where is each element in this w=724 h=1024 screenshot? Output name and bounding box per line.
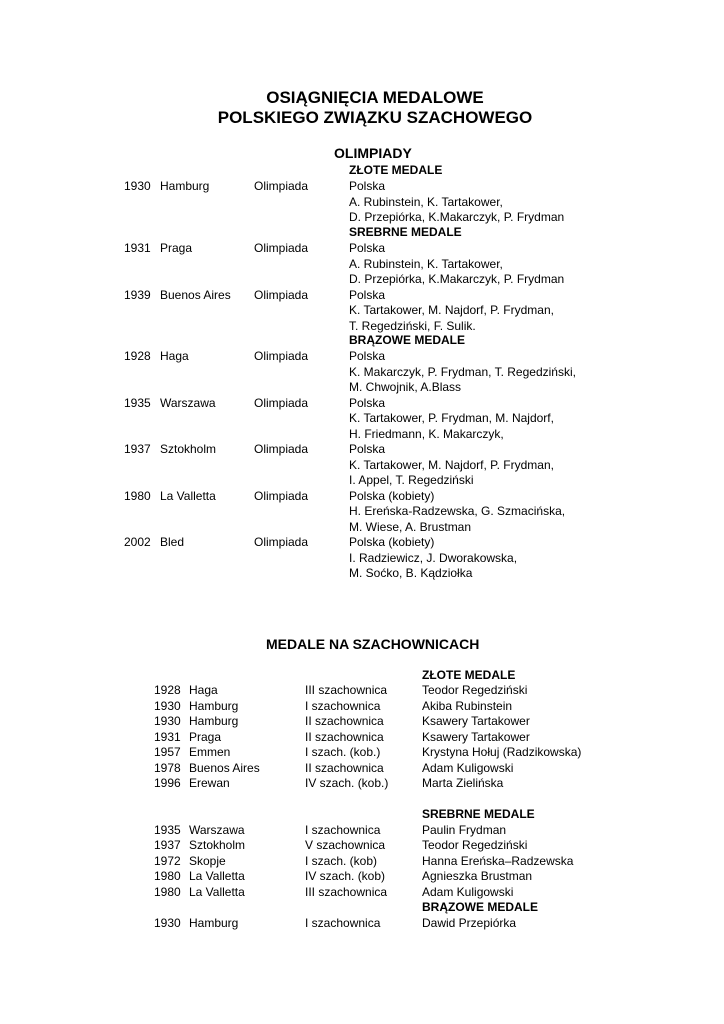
- olympiad-team: Polska: [349, 287, 386, 302]
- olympiad-city: Warszawa: [160, 395, 216, 410]
- board-player: Dawid Przepiórka: [422, 915, 517, 930]
- board-year: 1996: [154, 776, 181, 790]
- olympiad-players-line1: A. Rubinstein, K. Tartakower,: [349, 256, 503, 271]
- olympiad-players-line2: M. Chwojnik, A.Blass: [349, 380, 462, 394]
- olympiad-players-line1: K. Tartakower, M. Najdorf, P. Frydman,: [349, 457, 554, 472]
- olympiad-players-line1: K. Makarczyk, P. Frydman, T. Regedziński,: [349, 364, 576, 379]
- olympiad-team: Polska (kobiety): [349, 488, 435, 503]
- board-city: Haga: [189, 683, 218, 697]
- board-city: Skopje: [189, 853, 226, 868]
- olympiad-year: 1928: [124, 349, 151, 363]
- olympiad-type: Olimpiada: [254, 179, 309, 193]
- boards-gold-label: ZŁOTE MEDALE: [422, 668, 516, 682]
- olympiad-type: Olimpiada: [254, 241, 309, 255]
- board-number: I szach. (kob): [305, 853, 378, 868]
- board-year: 1972: [154, 853, 181, 868]
- board-year: 1980: [154, 884, 181, 899]
- board-city: Sztokholm: [189, 838, 246, 852]
- olympiad-city: La Valletta: [160, 488, 216, 503]
- olympiad-year: 1937: [124, 442, 151, 456]
- boards-bronze-label: BRĄZOWE MEDALE: [422, 900, 538, 914]
- board-player: Teodor Regedziński: [422, 838, 528, 852]
- board-number: I szachownica: [305, 822, 381, 837]
- olympiad-year: 1930: [124, 179, 151, 193]
- page-title-line1: OSIĄGNIĘCIA MEDALOWE: [266, 88, 484, 107]
- olympiad-players-line2: D. Przepiórka, K.Makarczyk, P. Frydman: [349, 272, 565, 286]
- olympiads-gold-label: ZŁOTE MEDALE: [349, 163, 443, 177]
- board-city: La Valletta: [189, 869, 245, 883]
- olympiad-city: Haga: [160, 349, 189, 363]
- board-player: Adam Kuligowski: [422, 884, 514, 899]
- board-number: II szachownica: [305, 729, 384, 744]
- olympiad-players-line2: I. Appel, T. Regedziński: [349, 473, 474, 487]
- board-number: IV szach. (kob): [305, 869, 386, 883]
- olympiad-players-line2: T. Regedziński, F. Sulik.: [349, 318, 476, 333]
- olympiad-year: 1935: [124, 395, 151, 410]
- boards-heading: MEDALE NA SZACHOWNICACH: [266, 636, 480, 652]
- olympiad-year: 1939: [124, 287, 151, 302]
- olympiad-city: Hamburg: [160, 179, 210, 193]
- olympiad-team: Polska: [349, 349, 386, 363]
- page-title-line2: POLSKIEGO ZWIĄZKU SZACHOWEGO: [217, 108, 533, 127]
- olympiad-players-line2: M. Soćko, B. Kądziołka: [349, 566, 473, 580]
- olympiad-type: Olimpiada: [254, 442, 309, 456]
- board-city: Erewan: [189, 776, 230, 790]
- board-year: 1957: [154, 745, 181, 759]
- board-city: Buenos Aires: [189, 760, 260, 775]
- board-number: II szachownica: [305, 760, 384, 775]
- board-number: I szach. (kob.): [305, 745, 381, 759]
- olympiad-team: Polska: [349, 179, 386, 193]
- board-year: 1931: [154, 729, 181, 744]
- olympiad-players-line2: M. Wiese, A. Brustman: [349, 519, 472, 534]
- olympiad-team: Polska: [349, 241, 386, 255]
- board-city: Hamburg: [189, 714, 239, 728]
- olympiad-type: Olimpiada: [254, 535, 309, 549]
- olympiad-type: Olimpiada: [254, 395, 309, 410]
- olympiad-year: 2002: [124, 535, 151, 549]
- boards-silver-label: SREBRNE MEDALE: [422, 807, 535, 821]
- board-year: 1980: [154, 869, 181, 883]
- board-city: Hamburg: [189, 915, 239, 930]
- board-number: IV szach. (kob.): [305, 776, 389, 790]
- olympiad-players-line2: H. Friedmann, K. Makarczyk,: [349, 426, 504, 441]
- board-number: II szachownica: [305, 714, 384, 728]
- olympiad-city: Praga: [160, 241, 193, 255]
- olympiad-team: Polska (kobiety): [349, 535, 435, 549]
- board-player: Ksawery Tartakower: [422, 714, 530, 728]
- olympiad-type: Olimpiada: [254, 349, 309, 363]
- olympiad-team: Polska: [349, 442, 386, 456]
- board-player: Hanna Ereńska–Radzewska: [422, 853, 574, 868]
- olympiads-heading: OLIMPIADY: [334, 145, 412, 161]
- board-year: 1937: [154, 838, 181, 852]
- olympiad-type: Olimpiada: [254, 488, 309, 503]
- olympiad-players-line2: D. Przepiórka, K.Makarczyk, P. Frydman: [349, 210, 565, 224]
- board-number: III szachownica: [305, 884, 388, 899]
- board-player: Agnieszka Brustman: [422, 869, 533, 883]
- board-player: Paulin Frydman: [422, 822, 507, 837]
- olympiad-players-line1: A. Rubinstein, K. Tartakower,: [349, 194, 503, 209]
- board-city: Warszawa: [189, 822, 245, 837]
- board-player: Marta Zielińska: [422, 776, 504, 790]
- board-number: V szachownica: [305, 838, 386, 852]
- olympiad-year: 1980: [124, 488, 151, 503]
- board-player: Krystyna Hołuj (Radzikowska): [422, 745, 582, 759]
- olympiad-city: Buenos Aires: [160, 287, 231, 302]
- board-number: I szachownica: [305, 915, 381, 930]
- olympiad-city: Sztokholm: [160, 442, 217, 456]
- olympiad-players-line1: K. Tartakower, M. Najdorf, P. Frydman,: [349, 303, 554, 317]
- board-number: I szachownica: [305, 698, 381, 713]
- olympiads-bronze-label: BRĄZOWE MEDALE: [349, 333, 465, 347]
- board-number: III szachownica: [305, 683, 388, 697]
- board-player: Adam Kuligowski: [422, 760, 514, 775]
- board-city: La Valletta: [189, 884, 245, 899]
- board-city: Emmen: [189, 745, 231, 759]
- board-city: Hamburg: [189, 698, 239, 713]
- board-year: 1935: [154, 822, 181, 837]
- olympiad-type: Olimpiada: [254, 287, 309, 302]
- olympiad-players-line1: H. Ereńska-Radzewska, G. Szmacińska,: [349, 504, 566, 518]
- olympiads-silver-label: SREBRNE MEDALE: [349, 225, 462, 239]
- olympiad-city: Bled: [160, 535, 185, 549]
- board-year: 1978: [154, 760, 181, 775]
- board-player: Teodor Regedziński: [422, 683, 528, 697]
- olympiad-players-line1: K. Tartakower, P. Frydman, M. Najdorf,: [349, 411, 554, 425]
- board-player: Akiba Rubinstein: [422, 698, 513, 713]
- olympiad-team: Polska: [349, 395, 386, 410]
- olympiad-players-line1: I. Radziewicz, J. Dworakowska,: [349, 550, 518, 565]
- board-year: 1928: [154, 683, 181, 697]
- board-year: 1930: [154, 698, 181, 713]
- board-year: 1930: [154, 915, 181, 930]
- olympiad-year: 1931: [124, 241, 151, 255]
- board-year: 1930: [154, 714, 181, 728]
- board-city: Praga: [189, 729, 222, 744]
- board-player: Ksawery Tartakower: [422, 729, 530, 744]
